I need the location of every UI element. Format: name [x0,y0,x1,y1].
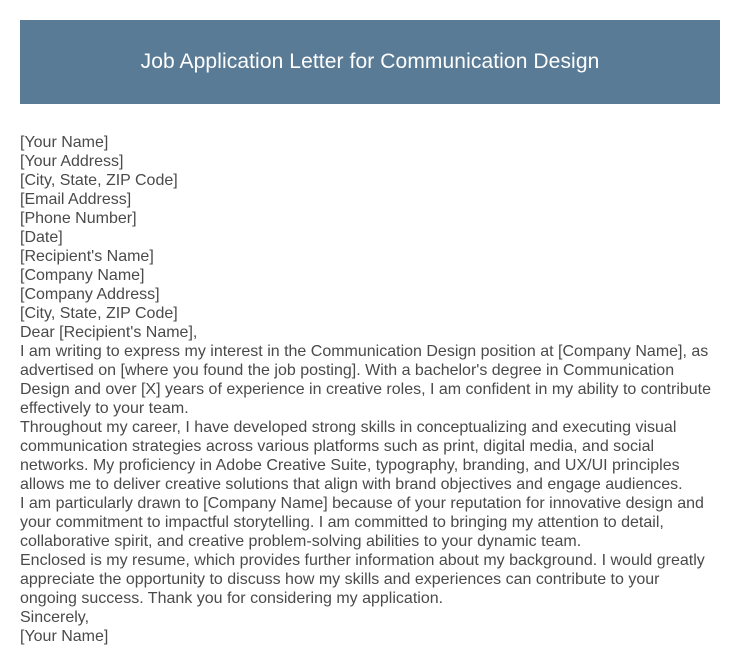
paragraph: Throughout my career, I have developed strong skills in conceptualizing and executing visual communication strategies across various platforms such as print, digital media, and social networks. My proficiency in Adobe Creative Suite, typography, branding, and UX/UI principles allows me to deliver creative solutions that align with brand objectives and engage audiences. [20,419,683,493]
sender-address: [Your Address] [20,153,124,170]
sender-city: [City, State, ZIP Code] [20,172,178,189]
title-banner [20,20,720,104]
sender-phone: [Phone Number] [20,210,137,227]
sender-email: [Email Address] [20,191,132,208]
letter-date: [Date] [20,229,63,246]
company-address: [Company Address] [20,286,160,303]
sender-name: [Your Name] [20,134,109,151]
paragraph: Enclosed is my resume, which provides further information about my background. I would greatly appreciate the opportunity to discuss how my skills and experiences can contribute to your ongoing success. Thank you for considering my application. [20,552,705,607]
recipient-name: [Recipient's Name] [20,248,154,265]
paragraph: I am particularly drawn to [Company Name] because of your reputation for innovative design and your commitment to impactful storytelling. I am committed to bringing my attention to detail, collaborative spirit, and creative problem-solving abilities to your dynamic team. [20,495,704,550]
company-city: [City, State, ZIP Code] [20,305,178,322]
letter-body [20,133,720,646]
page-title: Job Application Letter for Communication Design [140,50,600,73]
signature-name: [Your Name] [20,628,109,645]
closing: Sincerely, [20,609,90,626]
paragraph: I am writing to express my interest in the Communication Design position at [Company Name], as advertised on [where you found the job posting]. With a bachelor's degree in Communication Design and over [X] years of experience in creative roles, I am confident in my ability to contribute effectively to your team. [20,343,712,417]
salutation: Dear [Recipient's Name], [20,324,198,341]
company-name: [Company Name] [20,267,145,284]
